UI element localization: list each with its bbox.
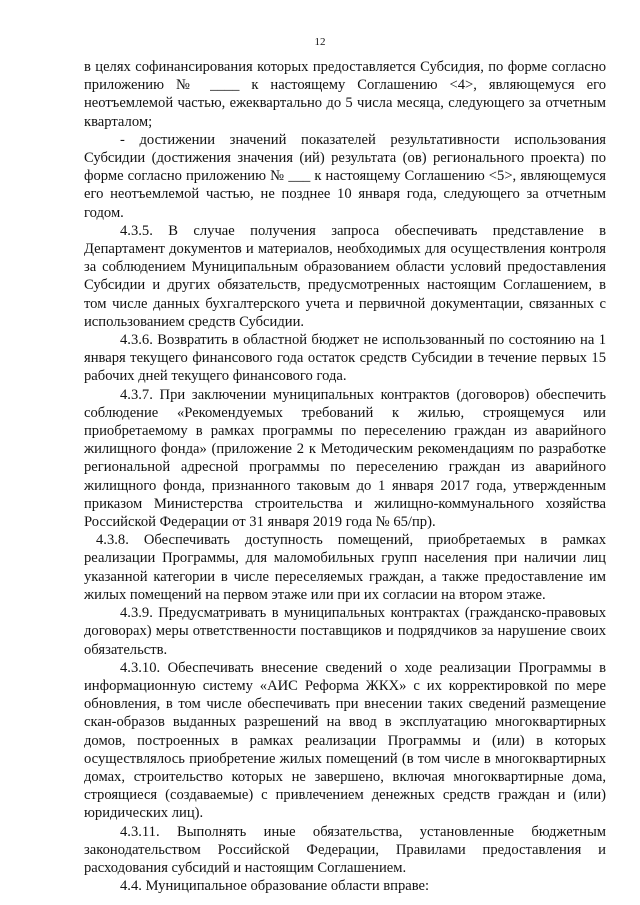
paragraph-4-3-8: 4.3.8. Обеспечивать доступность помещений, приобретаемых в рамках реализации Программы, для маломобильных групп населения при наличии лиц указанной категории в числе переселяемых граждан, а также предоставление им жилых помещений на первом этаже или при их согласии на втором этаже. [84,532,606,603]
paragraph-4-3-7: 4.3.7. При заключении муниципальных контрактов (договоров) обеспечить соблюдение «Рекомендуемых требований к жилью, строящемуся или приобретаемому в рамках программы по переселению граждан из аварийного жилищного фонда» (приложение 2 к Методическим рекомендациям по разработке региональной адресной программы по переселению граждан из аварийного жилищного фонда, признанного таковым до 1 января 2017 года, утвержденным приказом Министерства строительства и жилищно-коммунального хозяйства Российской Федерации от 31 января 2019 года № 65/пр). [84,386,606,531]
paragraph-bullet-indicators: - достижении значений показателей результативности использования Субсидии (достижения значения (ий) результата (ов) регионального проекта) по форме согласно приложению № ___ к настоящему Соглашению <5>, являющемуся его неотъемлемой частью, не позднее 10 января года, следующего за отчетным годом. [84,131,606,221]
paragraph-4-3-9: 4.3.9. Предусматривать в муниципальных контрактах (гражданско-правовых договорах) меры ответственности поставщиков и подрядчиков за нарушение своих обязательств. [84,605,606,658]
document-body [84,58,606,895]
paragraph-4-3-5: 4.3.5. В случае получения запроса обеспечивать представление в Департамент документов и материалов, необходимых для осуществления контроля за соблюдением Муниципальным образованием области условий предоставления Субсидии и других обязательств, предусмотренных настоящим Соглашением, в том числе данных бухгалтерского учета и первичной документации, связанных с использованием средств Субсидии. [84,222,606,330]
paragraph-4-3-11: 4.3.11. Выполнять иные обязательства, установленные бюджетным законодательством Российской Федерации, Правилами предоставления и расходования субсидий и настоящим Соглашением. [84,823,606,876]
paragraph-continuation: в целях софинансирования которых предоставляется Субсидия, по форме согласно приложению № ____ к настоящему Соглашению <4>, являющемуся его неотъемлемой частью, ежеквартально до 5 числа месяца, следующего за отчетным кварталом; [84,59,606,130]
paragraph-4-3-6: 4.3.6. Возвратить в областной бюджет не использованный по состоянию на 1 января текущего финансового года остаток средств Субсидии в течение первых 15 рабочих дней текущего финансового года. [84,332,606,385]
paragraph-4-3-10: 4.3.10. Обеспечивать внесение сведений о ходе реализации Программы в информационную систему «АИС Реформа ЖКХ» с их корректировкой по мере обновления, в том числе обеспечивать при внесении таких сведений размещение скан-образов выданных разрешений на ввод в эксплуатацию многоквартирных домов, построенных в рамках реализации Программы и (или) в которых осуществлялось приобретение жилых помещений (в том числе в многоквартирных домах, строительство которых не завершено, включая многоквартирные дома, строящиеся (создаваемые) с привлечением денежных средств граждан и (или) юридических лиц). [84,659,606,822]
paragraph-4-4: 4.4. Муниципальное образование области вправе: [120,878,430,895]
page-number: 12 [314,36,326,48]
